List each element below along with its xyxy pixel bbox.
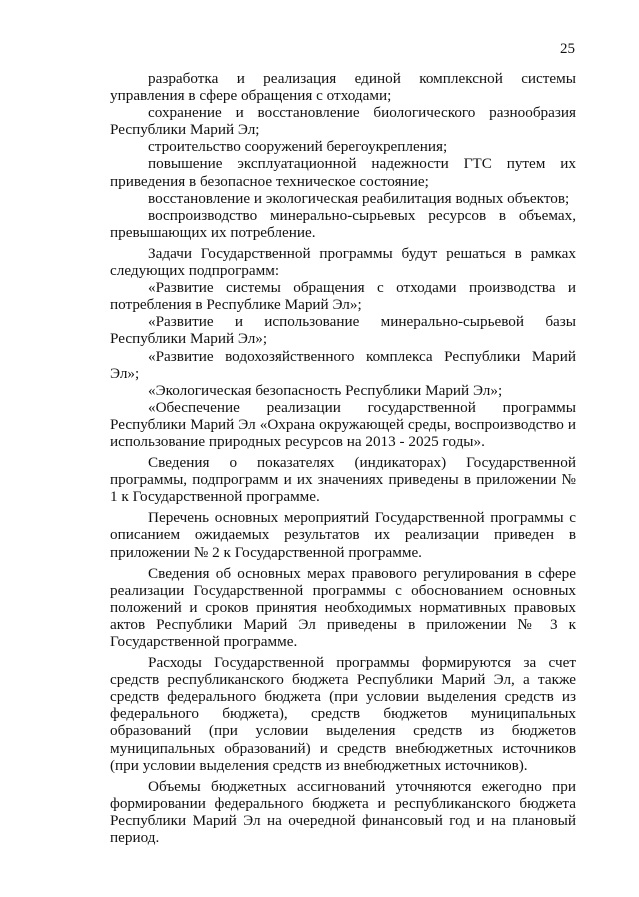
paragraph-3: строительство сооружений берегоукрепления; [148, 138, 448, 156]
paragraph-13: Сведения о показателях (индикаторах) Государственной программы, подпрограмм и их значениях приведены в приложении № 1 к Государственной программе. [110, 454, 576, 506]
paragraph-7: Задачи Государственной программы будут решаться в рамках следующих подпрограмм: [110, 244, 576, 280]
document-body [110, 70, 576, 846]
paragraph-14: Перечень основных мероприятий Государственной программы с описанием ожидаемых результатов их реализации приведен в приложении № 2 к Государственной программе. [110, 509, 576, 561]
paragraph-10: «Развитие водохозяйственного комплекса Республики Марий Эл»; [110, 347, 576, 382]
paragraph-16: Расходы Государственной программы формируются за счет средств республиканского бюджета Республики Марий Эл, а также средств федерального бюджета (при условии выделения средств из федерального бюджета), средств бюджетов муниципальных образований (при условии выделения средств из бюджетов муниципальных образований) и средств внебюджетных источников (при условии выделения средств из внебюджетных источников). [110, 654, 576, 774]
paragraph-2: сохранение и восстановление биологического разнообразия Республики Марий Эл; [110, 104, 576, 139]
paragraph-15: Сведения об основных мерах правового регулирования в сфере реализации Государственной программы с обоснованием основных положений и сроков принятия необходимых нормативных правовых актов Республики Марий Эл приведены в приложении № 3 к Государственной программе. [110, 564, 576, 650]
paragraph-8: «Развитие системы обращения с отходами производства и потребления в Республике Марий Эл»; [110, 279, 576, 314]
paragraph-17: Объемы бюджетных ассигнований уточняются ежегодно при формировании федерального бюджета и республиканского бюджета Республики Марий Эл на очередной финансовый год и на плановый период. [110, 777, 576, 847]
paragraph-12: «Обеспечение реализации государственной программы Республики Марий Эл «Охрана окружающей среды, воспроизводство и использование природных ресурсов на 2013 - 2025 годы». [110, 398, 576, 450]
paragraph-6: воспроизводство минерально-сырьевых ресурсов в объемах, превышающих их потребление. [110, 206, 576, 241]
paragraph-11: «Экологическая безопасность Республики Марий Эл»; [148, 381, 503, 399]
paragraph-4: повышение эксплуатационной надежности ГТС путем их приведения в безопасное техническое состояние; [110, 155, 576, 190]
page-number: 25 [560, 41, 575, 57]
paragraph-5: восстановление и экологическая реабилитация водных объектов; [148, 189, 570, 207]
paragraph-9: «Развитие и использование минерально-сырьевой базы Республики Марий Эл»; [110, 313, 576, 348]
paragraph-1: разработка и реализация единой комплексной системы управления в сфере обращения с отходами; [110, 70, 576, 105]
